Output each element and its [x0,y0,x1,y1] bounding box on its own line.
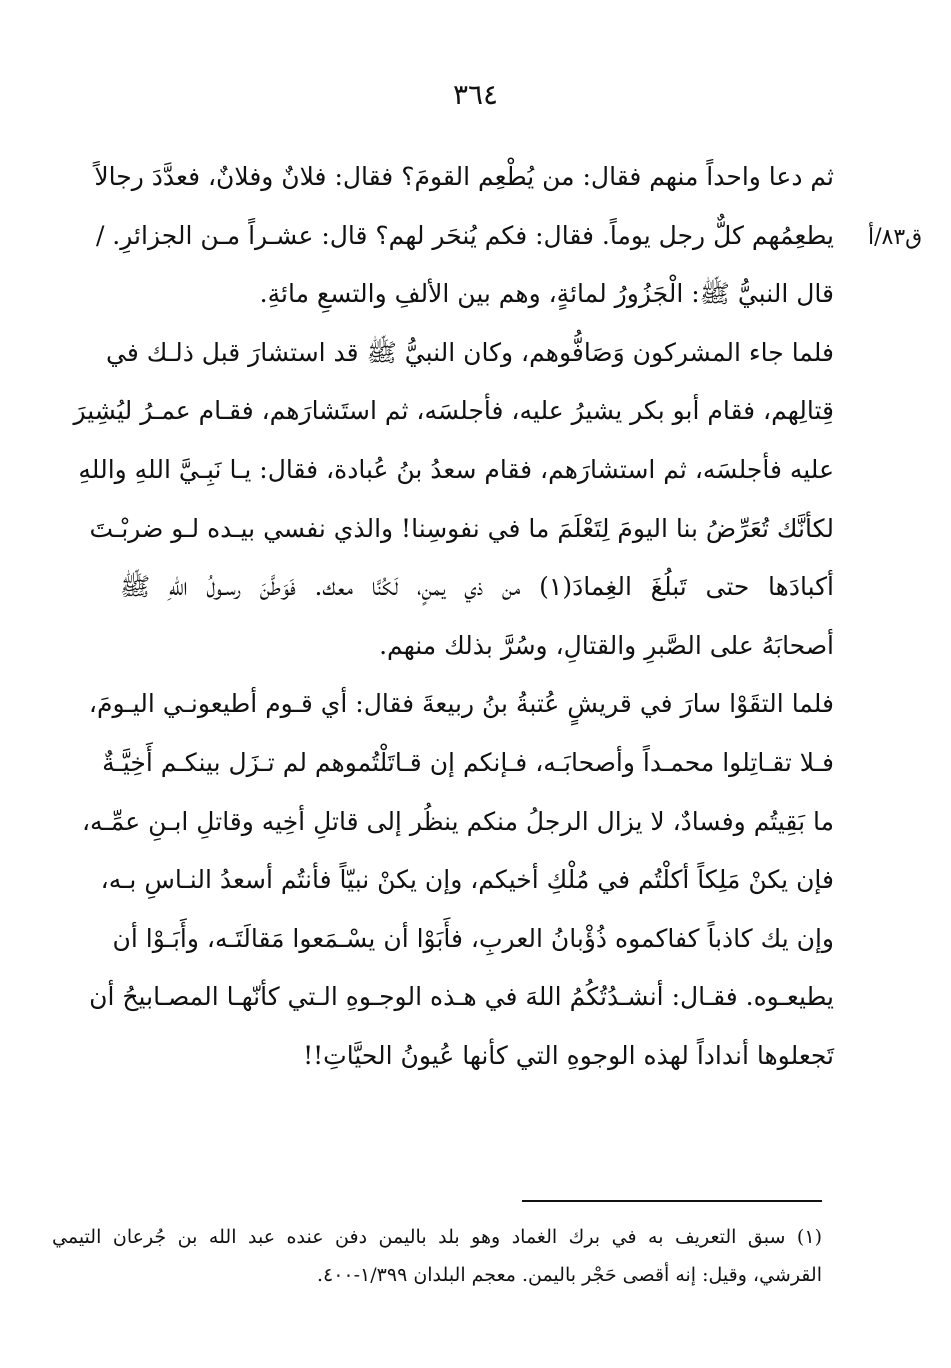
text-line: أكبادَها حتى تَبلُغَ الغِمادَ(١) من ذي يمنٍ، لَكُنَّا معك. فَوَطَّنَ رسـولُ اللهِ ﷺ [120,572,834,602]
text-line: فـلا تقـاتِلوا محمـداً وأصحابَـه، فـإنكم إن قـاتَلْتُموهم لم تـزَل بينكـم أَخِيَّـةٌ [102,747,834,777]
text-line: يطيعـوه. فقـال: أنشـدُتُكُمُ اللهَ في هـذه الوجـوهِ الـتي كأنّهـا المصـابيحُ أن [89,982,834,1012]
text-line: قِتالِهم، فقام أبو بكر يشيرُ عليه، فأجلسَه، ثم استَشارَهم، فقـام عمـرُ ليُشِيرَ [73,396,834,426]
text-line: فلما التقَوْا سارَ في قريشٍ عُتبةُ بنُ ربيعةَ فقال: أي قـوم أطيعونـي اليـومَ، [88,689,834,719]
text-line: لكأنَّك تُعَرِّضُ بنا اليومَ لِتَعْلَمَ ما في نفوسِنا! والذي نفسي بيـده لـو ضربْـتَ [89,513,834,543]
text-line: ثم دعا واحداً منهم فقال: من يُطْعِم القومَ؟ فقال: فلانٌ وفلانٌ، فعدَّدَ رجالاً [94,162,834,191]
text-line: أصحابَهُ على الصَّبرِ والقتالِ، وسُرَّ بذلك منهم. [379,630,834,660]
body-text [73,148,834,1086]
page-number: ٣٦٤ [452,78,499,111]
text-line: تَجعلوها أنداداً لهذه الوجوهِ التي كأنها عُيونُ الحيَّاتِ!! [303,1040,834,1070]
text-line: وإن يك كاذباً كفاكموه ذُؤْبانُ العربِ، فأَبَوْا أن يسْـمَعوا مَقالَتَـه، وأَبَـوْا أن [112,923,834,953]
text-line: فلما جاء المشركون وَصَافُّوهم، وكان النبيُّ ﷺ قد استشارَ قبل ذلـك في [105,337,834,367]
text-line: فإن يكنْ مَلِكاً أكلْتُم في مُلْكِ أخيكم، وإن يكنْ نبيّاً فأنتُم أسعدُ النـاسِ بـه، [100,865,834,895]
manuscript-folio-note: ق٨٣/أ [868,225,923,250]
text-line: قال النبيُّ ﷺ: الْجَزُورُ لمائةٍ، وهم بين الألفِ والتسعِ مائةِ. [259,279,834,309]
footnote-line: القرشي، وقيل: إنه أقصى حَجْر باليمن. معجم البلدان ١/٣٩٩-٤٠٠. [316,1264,822,1286]
text-line: عليه فأجلسَه، ثم استشارَهم، فقام سعدُ بنُ عُبادة، فقال: يـا نَبِـيَّ اللهِ واللهِ [78,454,834,484]
footnote-separator [522,1200,822,1202]
text-line: ما بَقِيتُم وفسادٌ، لا يزال الرجلُ منكم ينظُر إلى قاتلِ أخِيه وقاتلِ ابـنِ عمِّـه، [81,806,834,836]
footnotes [52,1218,822,1294]
footnote-line: (١) سبق التعريف به في برك الغماد وهو بلد باليمن دفن عنده عبد الله بن جُرعان التيمي [52,1226,822,1248]
text-line: يطعِمُهم كلٌّ رجل يوماً. فقال: فكم يُنحَر لهم؟ قال: عشـراً مـن الجزائرِ. / [95,220,834,250]
